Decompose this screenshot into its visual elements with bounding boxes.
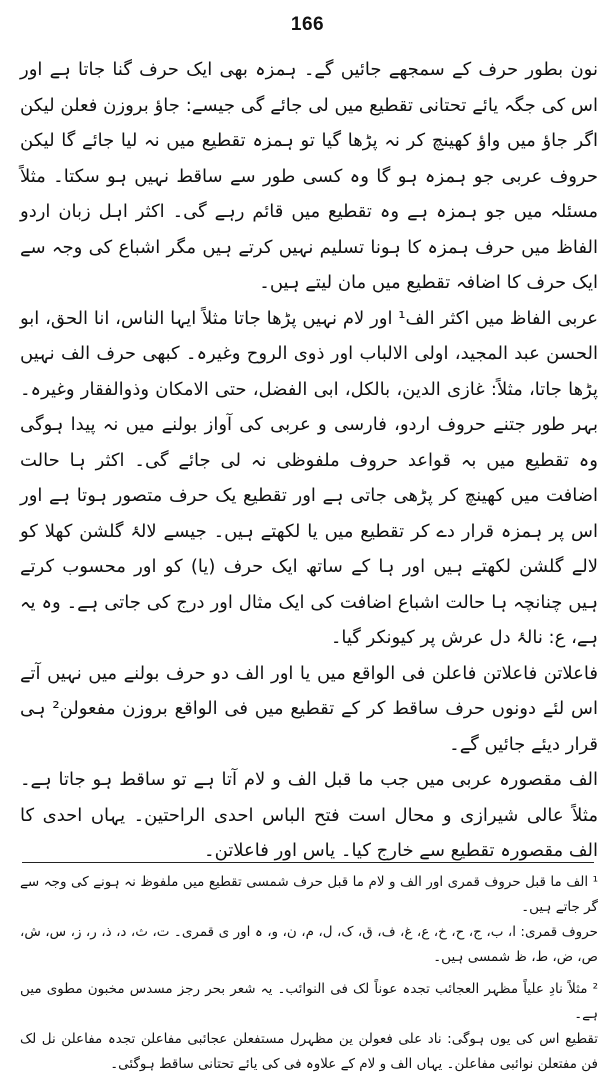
footnotes <box>20 870 598 1077</box>
page-number: 166 <box>290 14 325 35</box>
footnote-divider <box>22 862 594 863</box>
footnote: ² مثلاً نادِ علیاً مظہر العجائب تجدہ عوناً لک فی النوائب۔ یہ شعر بحر رجز مسدس مخبون مطوی میں ہے۔ <box>20 981 598 1022</box>
footnote: تقطیع اس کی یوں ہوگی: ناد علی فعولن ین مظہرل مستفعلن عجائبی مفاعلن تجدہ مفاعلن نل لک فن مفتعلن نوائبی مفاعلن۔ یہاں الف و لام کے علاوہ فی کی یائے تحتانی ساقط ہوگئی۔ <box>20 1031 598 1072</box>
paragraph: نون بطور حرف کے سمجھے جائیں گے۔ ہمزہ بھی ایک حرف گنا جاتا ہے اور اس کی جگہ یائے تحتانی تقطیع میں لی جائے گی جیسے: جاؤ بروزن فعلن لیکن اگر جاؤ میں واؤ کھینچ کر نہ پڑھا گیا تو ہمزہ تقطیع میں نہ لیا جائے گا لیکن حروف عربی جو ہمزہ ہو گا وہ کسی طور سے ساقط نہیں ہو سکتا۔ مثلاً مسئلہ میں جو ہمزہ ہے وہ تقطیع میں قائم رہے گی۔ اکثر اہل زبان اردو الفاظ میں حرف ہمزہ کا ہونا تسلیم نہیں کرتے ہیں مگر اشباع کی وجہ سے ایک حرف کا اضافہ تقطیع میں مان لیتے ہیں۔ <box>20 59 598 293</box>
footnote: ¹ الف ما قبل حروف قمری اور الف و لام ما قبل حرف شمسی تقطیع میں ملفوظ نہ ہونے کی وجہ سے گر جاتے ہیں۔ <box>20 874 598 915</box>
paragraph: عربی الفاظ میں اکثر الف¹ اور لام نہیں پڑھا جاتا مثلاً ایہا الناس، انا الحق، ابو الحسن عبد المجید، اولی الالباب اور ذوی الروح وغیرہ۔ کبھی حرف الف نہیں پڑھا جاتا، مثلاً: غازی الدین، بالکل، ابی الفضل، حتی الامکان وذوالفقار وغیرہ۔ بہر طور جتنے حروف اردو، فارسی و عربی کی آواز بولنے میں نہ پیدا ہوگی وہ تقطیع میں بہ قواعد حروف ملفوظی نہ لی جائے گی۔ اکثر ہا حالت اضافت میں کھینچ کر پڑھی جاتی ہے اور تقطیع یک حرف متصور ہوتا ہے اور اس پر ہمزہ قرار دے کر تقطیع میں یا لکھتے ہیں۔ جیسے لالۂ گلشن کھلا کو لالے گلشن لکھتے ہیں اور ہا کے ساتھ ایک حرف (یا) کو اور محسوب کرتے ہیں چنانچہ ہا حالت اشباع اضافت کی ایک مثال اور درج کی جاتی ہے۔ وہ یہ ہے، ع: نالۂ دل عرش پر کیونکر گیا۔ <box>20 307 599 648</box>
footnote: حروف قمری: ا، ب، ج، ح، خ، ع، غ، ف، ق، ک، ل، م، ن، و، ہ اور ی قمری۔ ت، ث، د، ذ، ر، ز، س، ش، ص، ض، ط، ظ شمسی ہیں۔ <box>20 924 598 965</box>
paragraph: فاعلاتن فاعلاتن فاعلن فی الواقع میں یا اور الف دو حرف بولنے میں نہیں آتے اس لئے دونوں حرف ساقط کر کے تقطیع میں فی الواقع بروزن مفعولن² ہی قرار دیئے جائیں گے۔ <box>20 662 598 755</box>
paragraph: الف مقصورہ عربی میں جب ما قبل الف و لام آتا ہے تو ساقط ہو جاتا ہے۔ مثلاً عالی شیرازی و محال است فتح الباس احدی الراحتین۔ یہاں احدی کا الف مقصورہ تقطیع سے خارج کیا۔ یاس اور فاعلاتن۔ <box>20 769 598 861</box>
main-text <box>20 52 598 869</box>
